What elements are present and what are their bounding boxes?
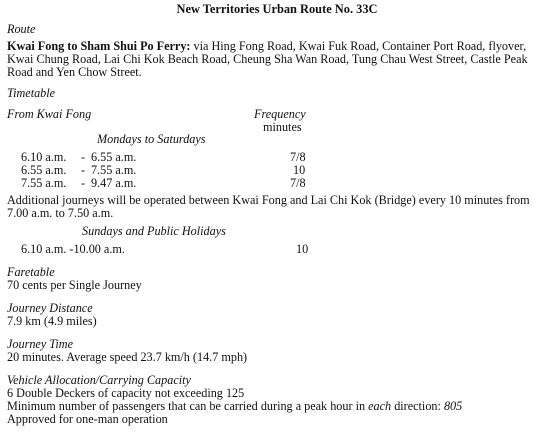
page-title: New Territories Urban Route No. 33C <box>176 2 378 16</box>
peak-capacity-value: 805 <box>443 399 463 413</box>
separator: - <box>81 150 86 164</box>
frequency-value: 7/8 <box>290 150 306 164</box>
from-label: From Kwai Fong <box>7 107 92 121</box>
frequency-label: Frequency <box>254 107 306 121</box>
time-range: 6.10 a.m. -10.00 a.m. <box>21 242 125 256</box>
separator: - <box>81 163 86 177</box>
frequency-value: 7/8 <box>290 176 306 190</box>
end-time: 9.47 a.m. <box>91 176 137 190</box>
additional-journeys-note: Additional journeys will be operated between Kwai Fong and Lai Chi Kok (Bridge) every 10 minutes from 7.00 a.m. to 7.50 a.m. <box>7 193 530 221</box>
minutes-label: minutes <box>263 120 302 134</box>
start-time: 6.55 a.m. <box>21 163 67 177</box>
vehicle-line-3: Approved for one-man operation <box>7 412 168 426</box>
vehicle-line-2-text: Minimum number of passengers that can be carried during a peak hour in <box>7 399 369 413</box>
start-time: 6.10 a.m. <box>21 150 67 164</box>
start-time: 7.55 a.m. <box>21 176 67 190</box>
end-time: 7.55 a.m. <box>91 163 137 177</box>
distance-heading: Journey Distance <box>7 301 93 315</box>
route-heading: Route <box>7 22 36 36</box>
vehicle-line-2-emphasis: each <box>368 399 392 413</box>
route-via: via Hing Fong Road, Kwai Fuk Road, Container Port Road, flyover, Kwai Chung Road, Lai Chi Kok Beach Road, Cheung Sha Wan Road, Tung Chau West Street, Castle Peak Road and Yen Chow Street. <box>7 39 528 80</box>
end-time: 6.55 a.m. <box>91 150 137 164</box>
weekdays-heading: Mondays to Saturdays <box>97 132 206 146</box>
time-text: 20 minutes. Average speed 23.7 km/h (14.7 mph) <box>7 350 248 364</box>
document-page <box>7 0 547 437</box>
vehicle-line-1: 6 Double Deckers of capacity not exceeding 125 <box>7 386 245 400</box>
frequency-value: 10 <box>293 163 306 177</box>
vehicle-heading: Vehicle Allocation/Carrying Capacity <box>7 373 191 387</box>
time-heading: Journey Time <box>7 337 74 351</box>
holidays-heading: Sundays and Public Holidays <box>82 224 226 238</box>
frequency-value: 10 <box>296 242 309 256</box>
faretable-text: 70 cents per Single Journey <box>7 278 142 292</box>
vehicle-line-2-mid: direction: <box>391 399 444 413</box>
timetable-heading: Timetable <box>7 86 56 100</box>
route-name: Kwai Fong to Sham Shui Po Ferry: <box>7 39 191 53</box>
distance-text: 7.9 km (4.9 miles) <box>7 314 97 328</box>
separator: - <box>81 176 86 190</box>
route-description <box>7 40 545 80</box>
faretable-heading: Faretable <box>7 265 55 279</box>
